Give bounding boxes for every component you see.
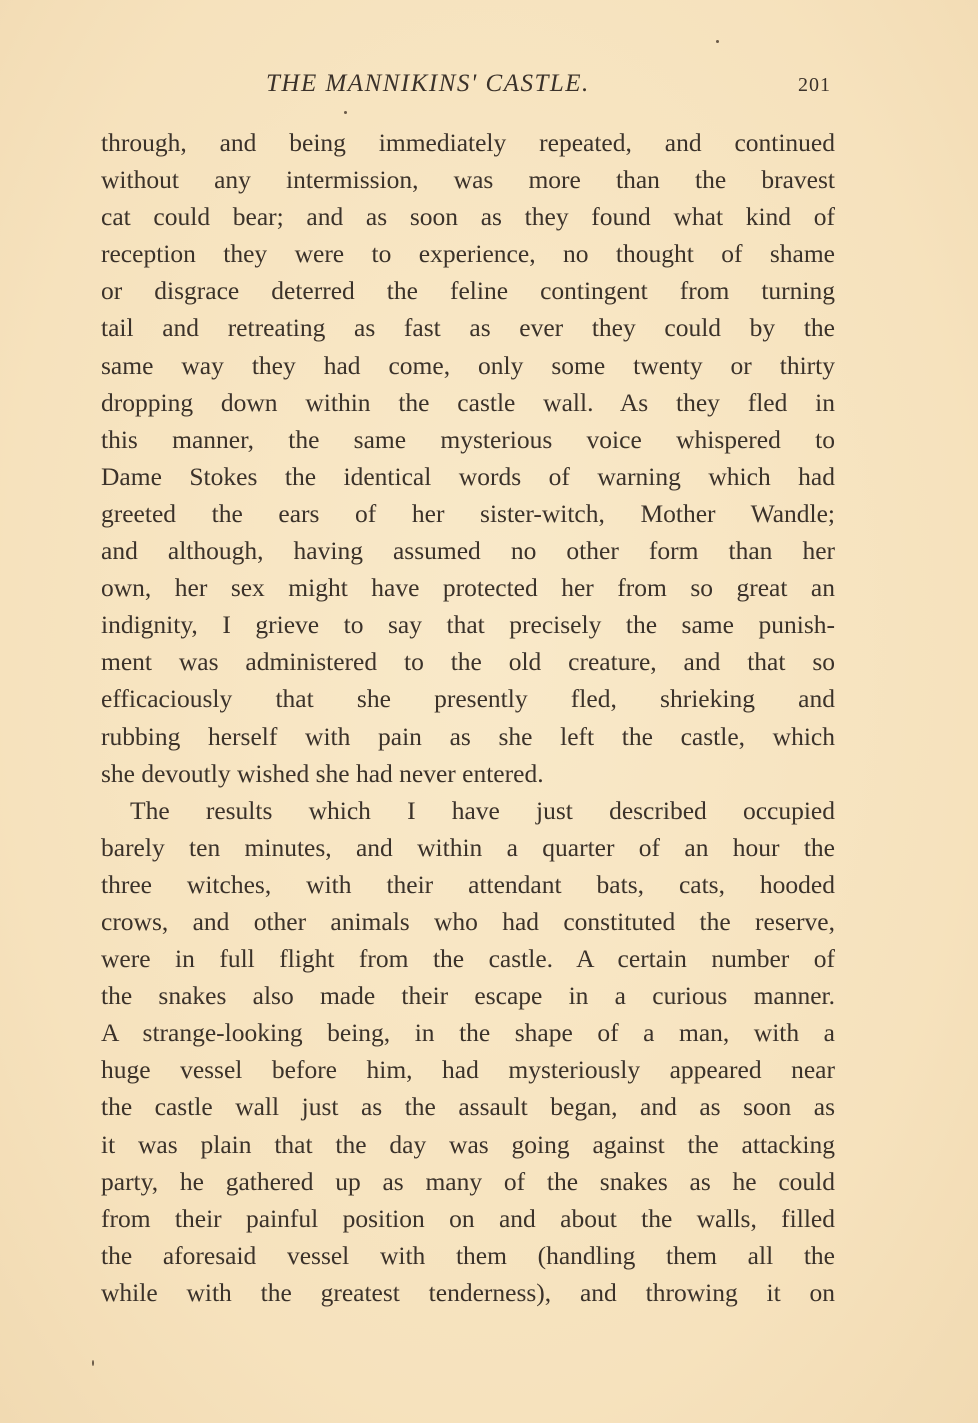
text-line: dropping down within the castle wall. As they fled in: [101, 387, 835, 417]
scan-speck: [716, 40, 719, 43]
text-line: or disgrace deterred the feline contingent from turning: [101, 276, 835, 306]
text-line: this manner, the same mysterious voice whispered to: [101, 424, 835, 454]
text-line: and although, having assumed no other form than her: [101, 536, 835, 566]
text-line: same way they had come, only some twenty or thirty: [101, 350, 835, 380]
text-line: Dame Stokes the identical words of warning which had: [101, 461, 835, 491]
text-line: huge vessel before him, had mysteriously appeared near: [101, 1055, 835, 1085]
text-line: three witches, with their attendant bats, cats, hooded: [101, 869, 835, 899]
scan-speck: [92, 1360, 94, 1366]
text-line: the snakes also made their escape in a curious manner.: [101, 981, 835, 1011]
text-line: crows, and other animals who had constituted the reserve,: [101, 906, 835, 936]
text-line: she devoutly wished she had never entered.: [101, 758, 544, 788]
body-text: [101, 124, 835, 1311]
text-line: indignity, I grieve to say that precisely the same punish-: [101, 610, 835, 640]
text-line: greeted the ears of her sister-witch, Mother Wandle;: [101, 498, 835, 528]
page-number: 201: [798, 74, 831, 96]
text-line: from their painful position on and about the walls, filled: [101, 1203, 835, 1233]
text-line: efficaciously that she presently fled, shrieking and: [101, 684, 835, 714]
text-line: rubbing herself with pain as she left the castle, which: [101, 721, 835, 751]
text-line: through, and being immediately repeated, and continued: [101, 128, 835, 157]
text-line: the castle wall just as the assault began, and as soon as: [101, 1092, 835, 1122]
text-line: barely ten minutes, and within a quarter of an hour the: [101, 832, 835, 862]
running-title: THE MANNIKINS' CASTLE.: [266, 70, 590, 97]
text-line: The results which I have just described occupied: [130, 795, 835, 825]
text-line: ment was administered to the old creature, and that so: [101, 647, 835, 677]
text-line: while with the greatest tenderness), and throwing it on: [101, 1277, 835, 1307]
text-line: cat could bear; and as soon as they found what kind of: [101, 202, 835, 232]
text-line: tail and retreating as fast as ever they could by the: [101, 313, 835, 343]
text-line: A strange-looking being, in the shape of a man, with a: [101, 1018, 835, 1048]
text-line: were in full flight from the castle. A certain number of: [101, 944, 835, 974]
scan-speck: [344, 111, 347, 114]
text-line: the aforesaid vessel with them (handling them all the: [101, 1240, 835, 1270]
text-line: party, he gathered up as many of the snakes as he could: [101, 1166, 835, 1196]
text-line: without any intermission, was more than the bravest: [101, 165, 835, 195]
text-line: it was plain that the day was going against the attacking: [101, 1129, 835, 1159]
text-line: reception they were to experience, no thought of shame: [101, 239, 835, 269]
text-line: own, her sex might have protected her from so great an: [101, 573, 835, 603]
